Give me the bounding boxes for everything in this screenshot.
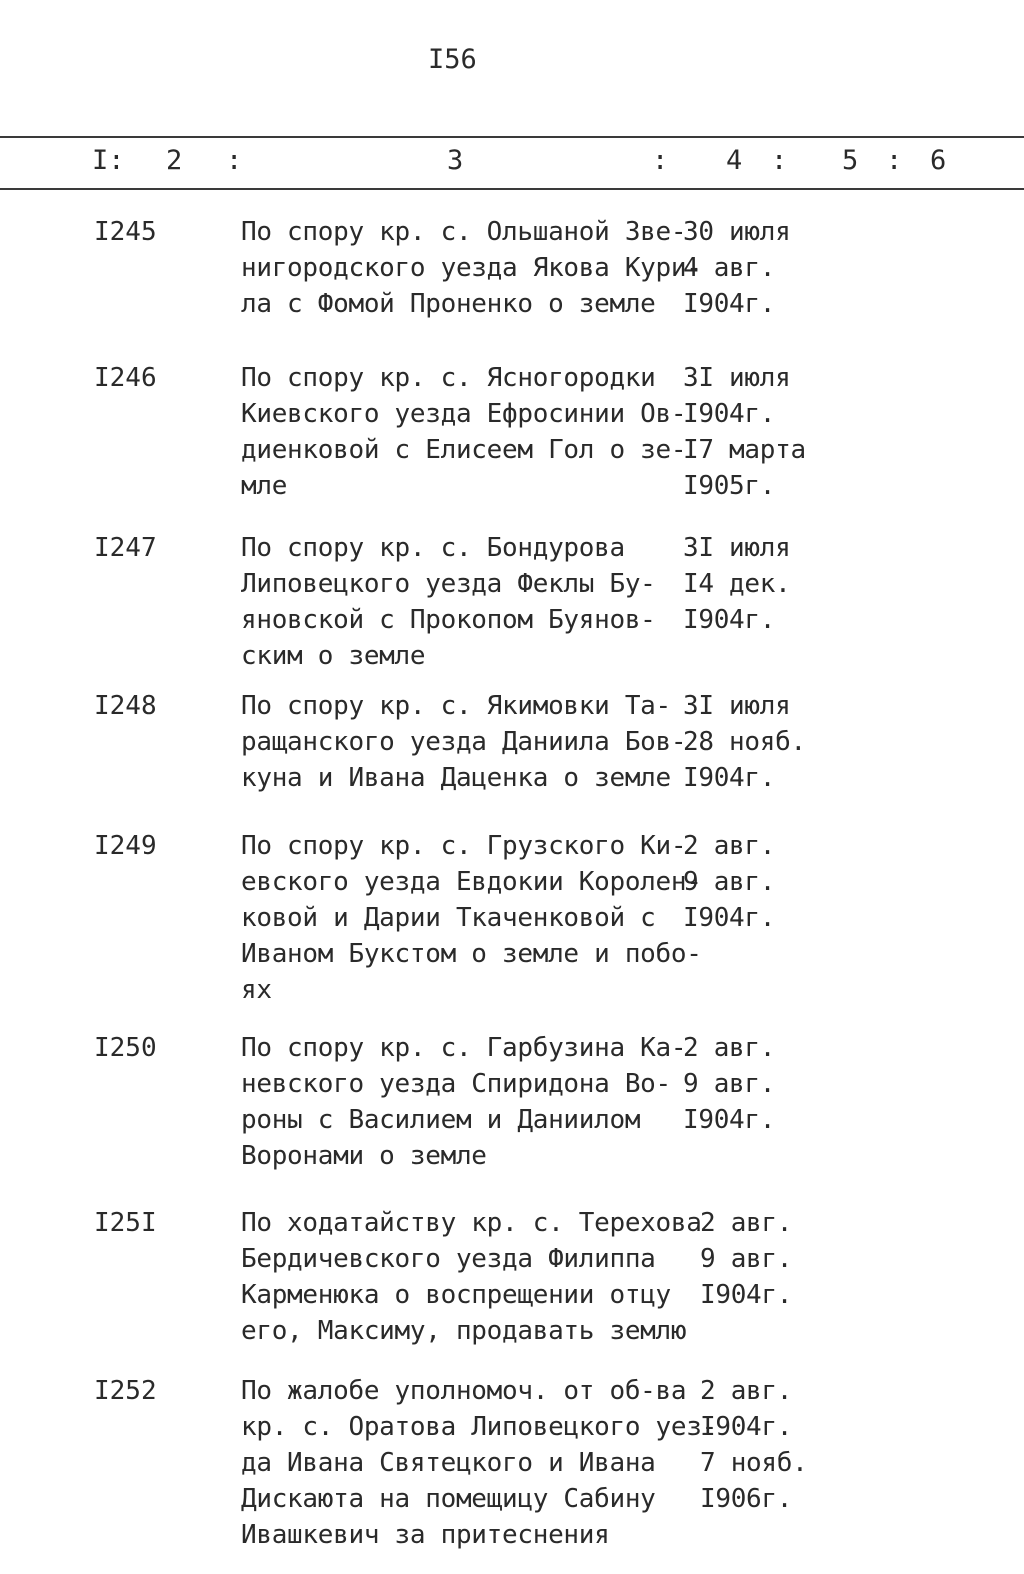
description-line: его, Максиму, продавать землю [241, 1316, 687, 1346]
description-line: Бердичевского уезда Филиппа [241, 1244, 656, 1274]
entry-dates [683, 214, 863, 322]
entry-number: I25I [94, 1208, 157, 1238]
entry-dates [683, 530, 863, 638]
description-line: ским о земле [241, 641, 426, 671]
description-line: Ивашкевич за притеснения [241, 1520, 610, 1550]
entry-description [241, 828, 702, 1008]
date-line: 9 авг. [683, 867, 776, 897]
description-line: ях [241, 975, 272, 1005]
entry-description [241, 530, 691, 674]
date-line: 2 авг. [700, 1376, 793, 1406]
date-line: I7 марта [683, 435, 806, 465]
description-line: По спору кр. с. Ясногородки [241, 363, 656, 393]
column-separator: : [226, 145, 243, 176]
date-line: 3I июля [683, 533, 791, 563]
description-line: Иваном Букстом о земле и побо- [241, 939, 702, 969]
entry-description [241, 1373, 717, 1553]
entry-number: I250 [94, 1033, 157, 1063]
description-line: ковой и Дарии Ткаченковой с [241, 903, 656, 933]
date-line: 2 авг. [700, 1208, 793, 1238]
description-line: евского уезда Евдокии Королен- [241, 867, 702, 897]
date-line: 7 нояб. [700, 1448, 808, 1478]
description-line: По жалобе уполномоч. от об-ва [241, 1376, 687, 1406]
date-line: 28 нояб. [683, 727, 806, 757]
description-line: нигородского уезда Якова Кури- [241, 253, 702, 283]
date-line: I904г. [683, 605, 776, 635]
description-line: кр. с. Оратова Липовецкого уез- [241, 1412, 717, 1442]
entry-number: I245 [94, 217, 157, 247]
entry-number: I247 [94, 533, 157, 563]
date-line: 3I июля [683, 691, 791, 721]
date-line: I4 дек. [683, 569, 791, 599]
entry-number: I249 [94, 831, 157, 861]
description-line: ращанского уезда Даниила Бов- [241, 727, 687, 757]
entry-number: I248 [94, 691, 157, 721]
column-header-3: 3 [447, 145, 464, 176]
description-line: роны с Василием и Даниилом [241, 1105, 641, 1135]
description-line: Карменюка о воспрещении отцу [241, 1280, 671, 1310]
date-line: I904г. [700, 1280, 793, 1310]
description-line: Киевского уезда Ефросинии Ов- [241, 399, 687, 429]
entry-dates [683, 688, 863, 796]
column-separator: : [886, 145, 903, 176]
column-header-6: 6 [930, 145, 947, 176]
column-header-2: 2 [166, 145, 183, 176]
description-line: Воронами о земле [241, 1141, 487, 1171]
entry-dates [700, 1205, 880, 1313]
date-line: I904г. [683, 1105, 776, 1135]
description-line: По спору кр. с. Бондурова [241, 533, 625, 563]
description-line: мле [241, 471, 288, 501]
entry-description [241, 214, 702, 322]
page-number: I56 [428, 44, 477, 75]
date-line: I904г. [683, 903, 776, 933]
description-line: невского уезда Спиридона Во- [241, 1069, 671, 1099]
date-line: 9 авг. [683, 1069, 776, 1099]
column-header-4: 4 [726, 145, 743, 176]
entry-dates [683, 828, 863, 936]
description-line: Дискаюта на помещицу Сабину [241, 1484, 656, 1514]
date-line: 4 авг. [683, 253, 776, 283]
column-separator: : [652, 145, 669, 176]
date-line: 30 июля [683, 217, 791, 247]
date-line: 3I июля [683, 363, 791, 393]
entry-dates [683, 360, 863, 504]
column-header-5: 5 [842, 145, 859, 176]
date-line: I904г. [683, 399, 776, 429]
description-line: яновской с Прокопом Буянов- [241, 605, 656, 635]
entry-number: I246 [94, 363, 157, 393]
entry-description [241, 1205, 702, 1349]
description-line: По спору кр. с. Ольшаной Зве- [241, 217, 687, 247]
table-header-rule [0, 188, 1024, 190]
entry-description [241, 1030, 691, 1174]
date-line: I905г. [683, 471, 776, 501]
date-line: I906г. [700, 1484, 793, 1514]
date-line: 9 авг. [700, 1244, 793, 1274]
description-line: По спору кр. с. Якимовки Та- [241, 691, 671, 721]
date-line: 2 авг. [683, 1033, 776, 1063]
entry-description [241, 360, 691, 504]
description-line: ла с Фомой Проненко о земле [241, 289, 656, 319]
description-line: диенковой с Елисеем Гол о зе- [241, 435, 687, 465]
description-line: По ходатайству кр. с. Терехова [241, 1208, 702, 1238]
entry-dates [700, 1373, 880, 1517]
description-line: По спору кр. с. Гарбузина Ка- [241, 1033, 687, 1063]
column-separator: : [771, 145, 788, 176]
entry-number: I252 [94, 1376, 157, 1406]
date-line: I904г. [683, 763, 776, 793]
column-header-1: I: [92, 145, 125, 176]
description-line: По спору кр. с. Грузского Ки- [241, 831, 687, 861]
description-line: куна и Ивана Даценка о земле [241, 763, 671, 793]
entry-dates [683, 1030, 863, 1138]
date-line: I904г. [683, 289, 776, 319]
date-line: 2 авг. [683, 831, 776, 861]
entry-description [241, 688, 691, 796]
description-line: да Ивана Святецкого и Ивана [241, 1448, 656, 1478]
description-line: Липовецкого уезда Феклы Бу- [241, 569, 656, 599]
table-top-rule [0, 136, 1024, 138]
date-line: I904г. [700, 1412, 793, 1442]
